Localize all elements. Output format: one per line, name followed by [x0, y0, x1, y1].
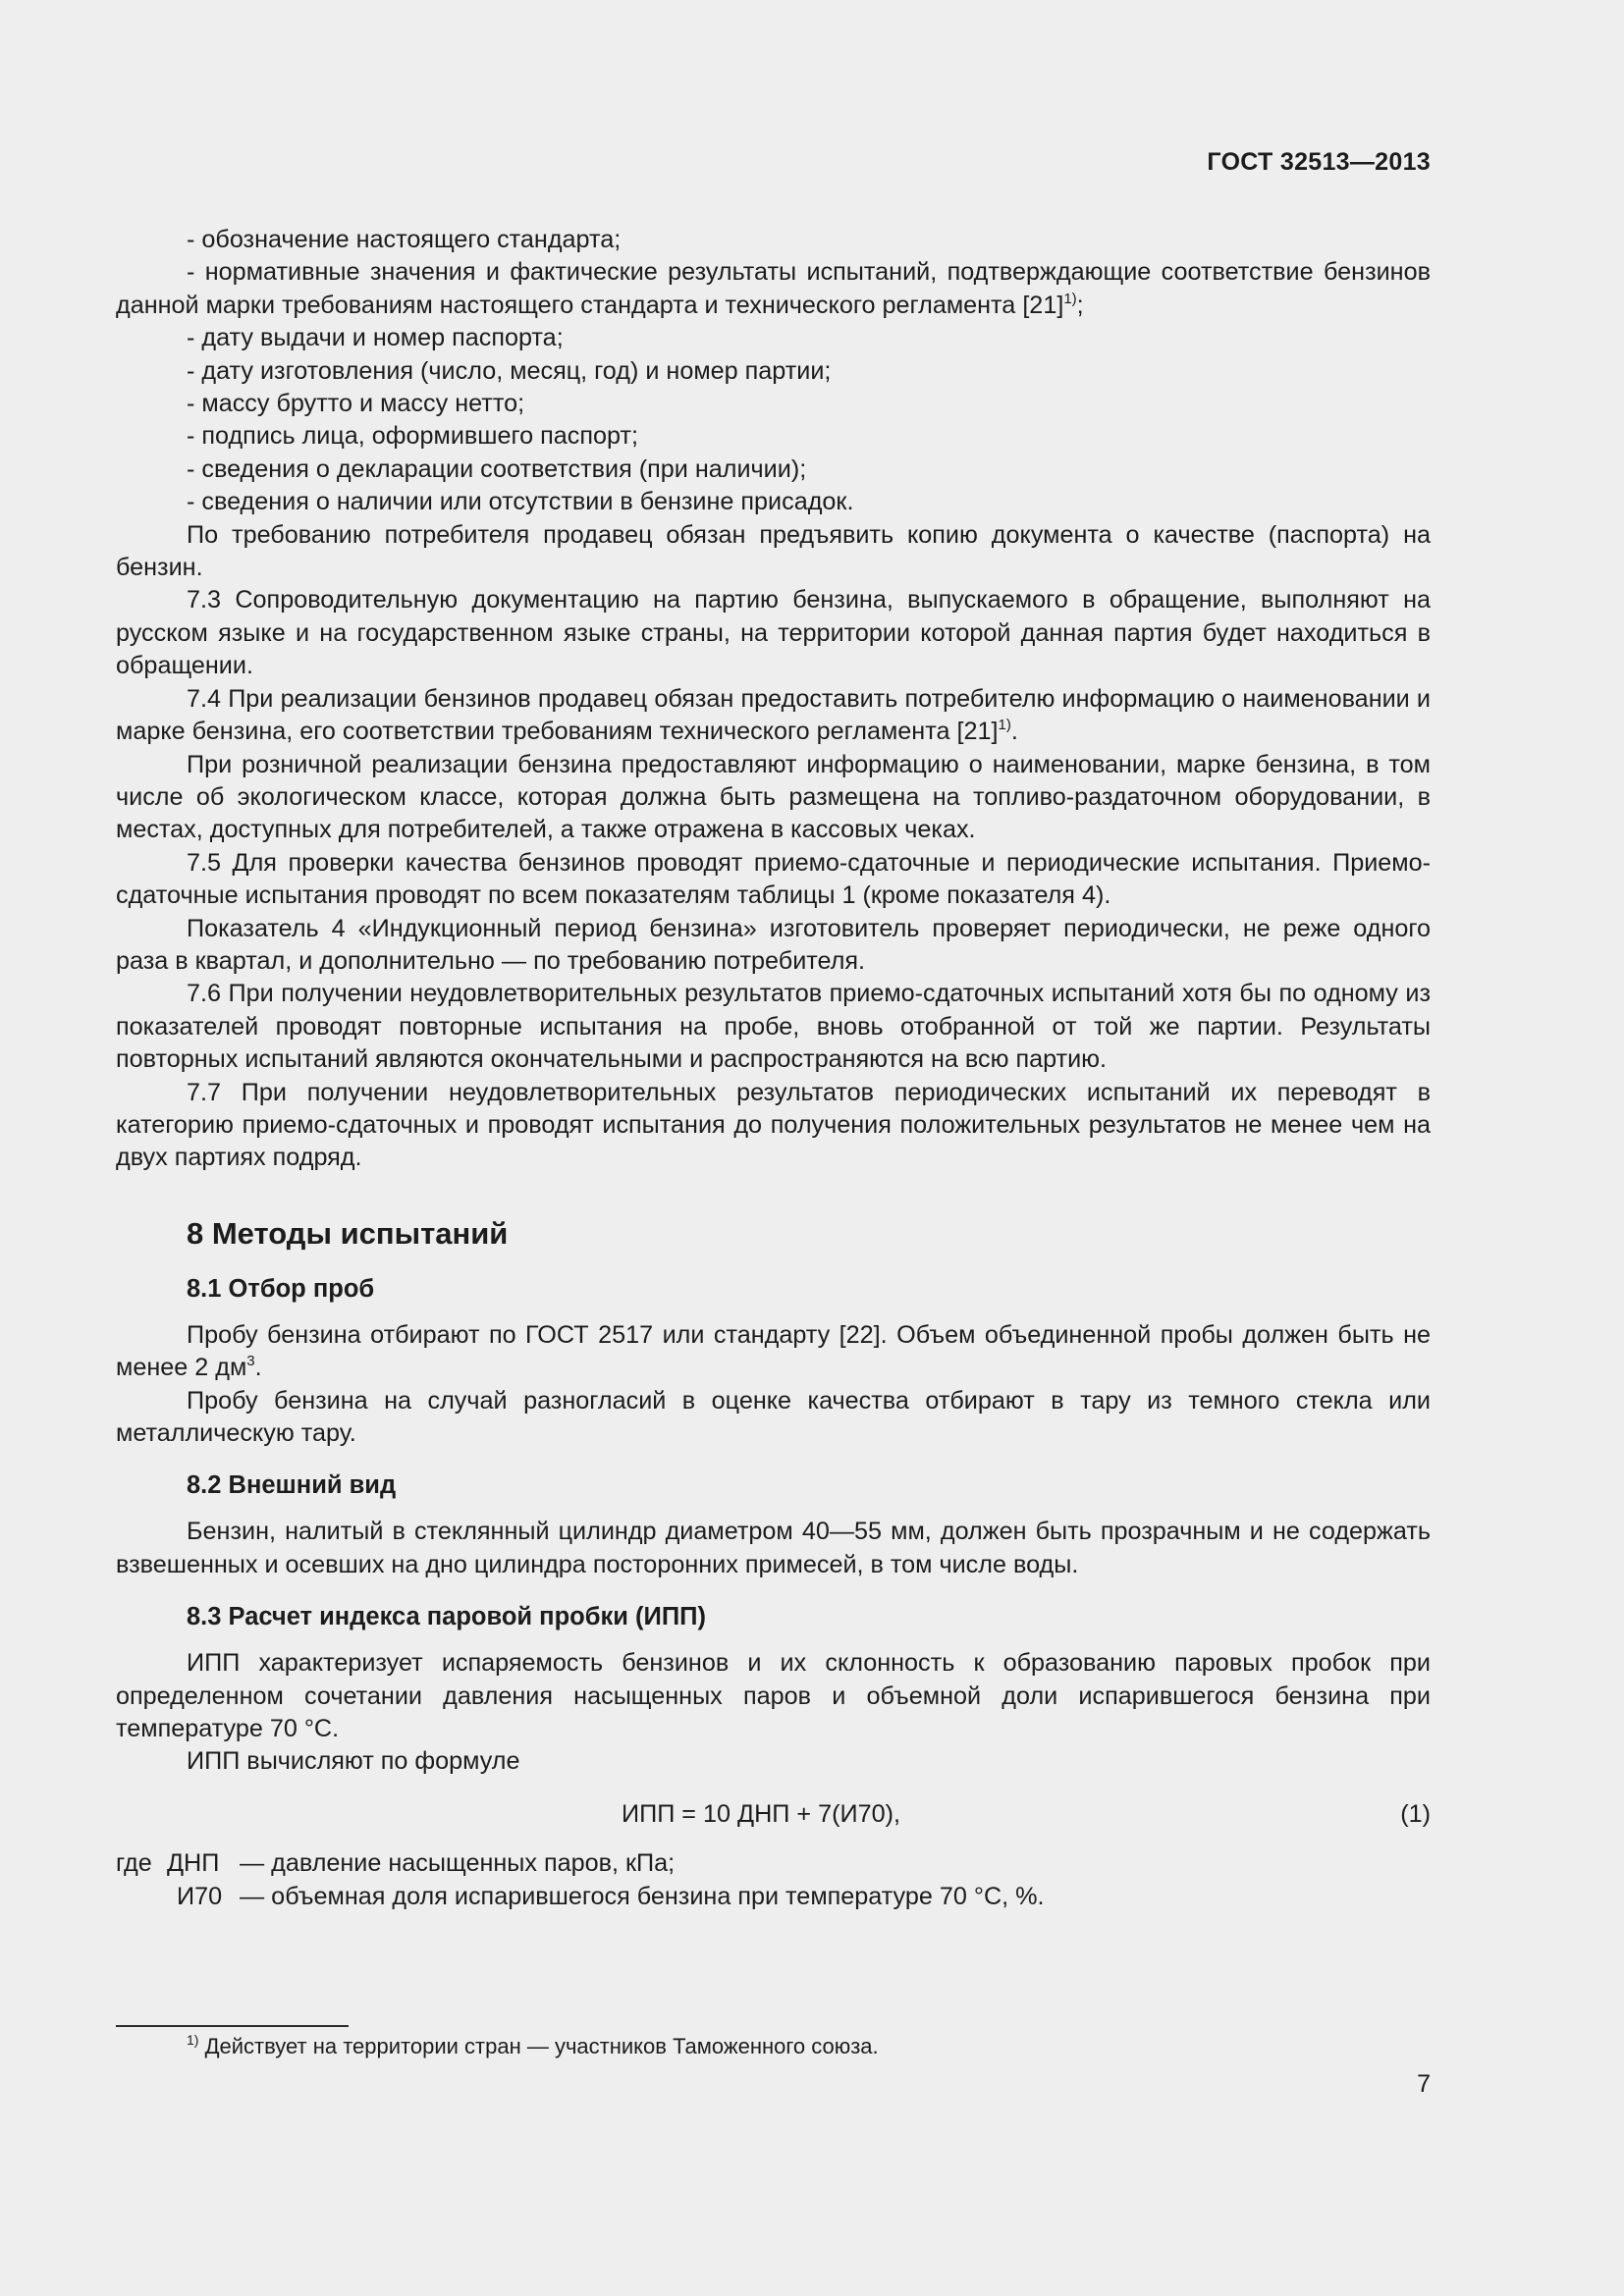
footnote-reference: 1) — [998, 717, 1011, 734]
superscript: 3 — [246, 1353, 255, 1370]
paragraph-8-1-b: Пробу бензина на случай разногласий в оценке качества отбирают в тару из темного стекла или металлическую тару. — [116, 1386, 1431, 1447]
paragraph-text: 7.3 Сопроводительную документацию на партию бензина, выпускаемого в обращение, выполняют на русском языке и на государственном языке страны, на территории которой данная партия будет находиться в обращении. — [116, 586, 1431, 680]
footnote-text: Действует на территории стран — участников Таможенного союза. — [198, 2034, 879, 2058]
paragraph-tail: . — [1010, 718, 1018, 746]
paragraph-8-3-b: ИПП вычисляют по формуле — [187, 1747, 520, 1776]
paragraph — [116, 454, 1431, 486]
paragraph-tail: ; — [1076, 291, 1084, 319]
paragraph — [116, 978, 1431, 1076]
where-symbol: И70 — [177, 1882, 223, 1910]
paragraph-tail: . — [254, 1354, 262, 1382]
formula-number: (1) — [1400, 1799, 1431, 1828]
paragraph — [116, 322, 1431, 354]
paragraph — [116, 1077, 1431, 1175]
footnote-reference: 1) — [1063, 290, 1077, 307]
paragraph-text: При розничной реализации бензина предоставляют информацию о наименовании, марке бензина, в том числе об экологическом классе, которая должна быть размещена на топливо-раздаточном оборудовании, в местах, доступных для потребителей, а также отражена в кассовых чеках. — [116, 750, 1431, 844]
footnote-separator — [116, 2025, 349, 2027]
paragraph-text: 7.4 При реализации бензинов продавец обязан предоставить потребителю информацию о наименовании и марке бензина, его соответствии требованиям технического регламента [21] — [116, 684, 1431, 746]
standard-header: ГОСТ 32513—2013 — [1207, 148, 1431, 176]
paragraph — [116, 584, 1431, 682]
where-row — [116, 1847, 1431, 1881]
paragraph-text: - сведения о декларации соответствия (при наличии); — [187, 454, 807, 483]
where-row — [116, 1881, 1431, 1914]
paragraph — [116, 913, 1431, 979]
where-symbol: ДНП — [167, 1848, 220, 1877]
subsection-title-8-2: 8.2 Внешний вид — [187, 1471, 397, 1500]
paragraph — [116, 519, 1431, 585]
subsection-title-8-1: 8.1 Отбор проб — [187, 1274, 375, 1303]
paragraph — [116, 847, 1431, 913]
where-description: — давление насыщенных паров, кПа; — [240, 1848, 676, 1877]
paragraph-text: Пробу бензина отбирают по ГОСТ 2517 или стандарту [22]. Объем объединенной пробы должен быть не менее 2 дм — [116, 1320, 1431, 1382]
paragraph — [116, 420, 1431, 453]
formula-expression: ИПП = 10 ДНП + 7(И70), — [622, 1799, 900, 1828]
paragraph-text: - обозначение настоящего стандарта; — [187, 226, 622, 253]
where-description: — объемная доля испарившегося бензина при температуре 70 °С, %. — [240, 1882, 1045, 1910]
footnote — [187, 2032, 879, 2061]
paragraph-text: 7.6 При получении неудовлетворительных результатов приемо-сдаточных испытаний хотя бы по одному из показателей проводят повторные испытания на пробе, вновь отобранной от той же партии. Результаты повторных испытаний являются окончательными и распространяются на всю партию. — [116, 980, 1431, 1074]
paragraph — [116, 683, 1431, 749]
where-label: где — [116, 1848, 152, 1877]
paragraph-text: 7.7 При получении неудовлетворительных результатов периодических испытаний их переводят в категорию приемо-сдаточных и проводят испытания до получения положительных результатов не менее чем на двух партиях подряд. — [116, 1078, 1431, 1172]
paragraph-text: - массу брутто и массу нетто; — [187, 390, 525, 418]
footnote-mark: 1) — [187, 2032, 199, 2048]
page-number: 7 — [1417, 2070, 1431, 2098]
paragraph — [116, 486, 1431, 518]
paragraph-text: Показатель 4 «Индукционный период бензина» изготовитель проверяет периодически, не реже одного раза в квартал, и дополнительно — по требованию потребителя. — [116, 914, 1431, 975]
paragraph — [116, 256, 1431, 322]
paragraph-text: - сведения о наличии или отсутствии в бензине присадок. — [187, 488, 854, 516]
paragraph-text: - дату выдачи и номер паспорта; — [187, 324, 564, 352]
paragraph-text: - подпись лица, оформившего паспорт; — [187, 422, 639, 451]
document-body — [116, 224, 1431, 1914]
section-title: 8 Методы испытаний — [187, 1215, 509, 1251]
paragraph-text: - дату изготовления (число, месяц, год) и номер партии; — [187, 356, 832, 385]
paragraph-list — [116, 224, 1431, 1175]
paragraph — [116, 749, 1431, 847]
subsection-title-8-3: 8.3 Расчет индекса паровой пробки (ИПП) — [187, 1603, 706, 1631]
paragraph-text: 7.5 Для проверки качества бензинов проводят приемо-сдаточные и периодические испытания. Приемо-сдаточные испытания проводят по всем показателям таблицы 1 (кроме показателя 4). — [116, 848, 1431, 910]
paragraph-text: По требованию потребителя продавец обязан предъявить копию документа о качестве (паспорта) на бензин. — [116, 520, 1431, 582]
formula-block — [116, 1798, 1431, 1831]
paragraph — [116, 388, 1431, 420]
paragraph-text: - нормативные значения и фактические результаты испытаний, подтверждающие соответствие бензинов данной марки требованиям настоящего стандарта и технического регламента [21] — [116, 258, 1431, 319]
paragraph-8-2: Бензин, налитый в стеклянный цилиндр диаметром 40—55 мм, должен быть прозрачным и не содержать взвешенных и осевших на дно цилиндра посторонних примесей, в том числе воды. — [116, 1518, 1431, 1578]
paragraph — [116, 355, 1431, 388]
paragraph — [116, 224, 1431, 256]
paragraph-8-3-a: ИПП характеризует испаряемость бензинов и их склонность к образованию паровых пробок при определенном сочетании давления насыщенных паров и объемной доли испарившегося бензина при температуре 70 °С. — [116, 1649, 1431, 1743]
paragraph-8-1-a — [116, 1319, 1431, 1385]
